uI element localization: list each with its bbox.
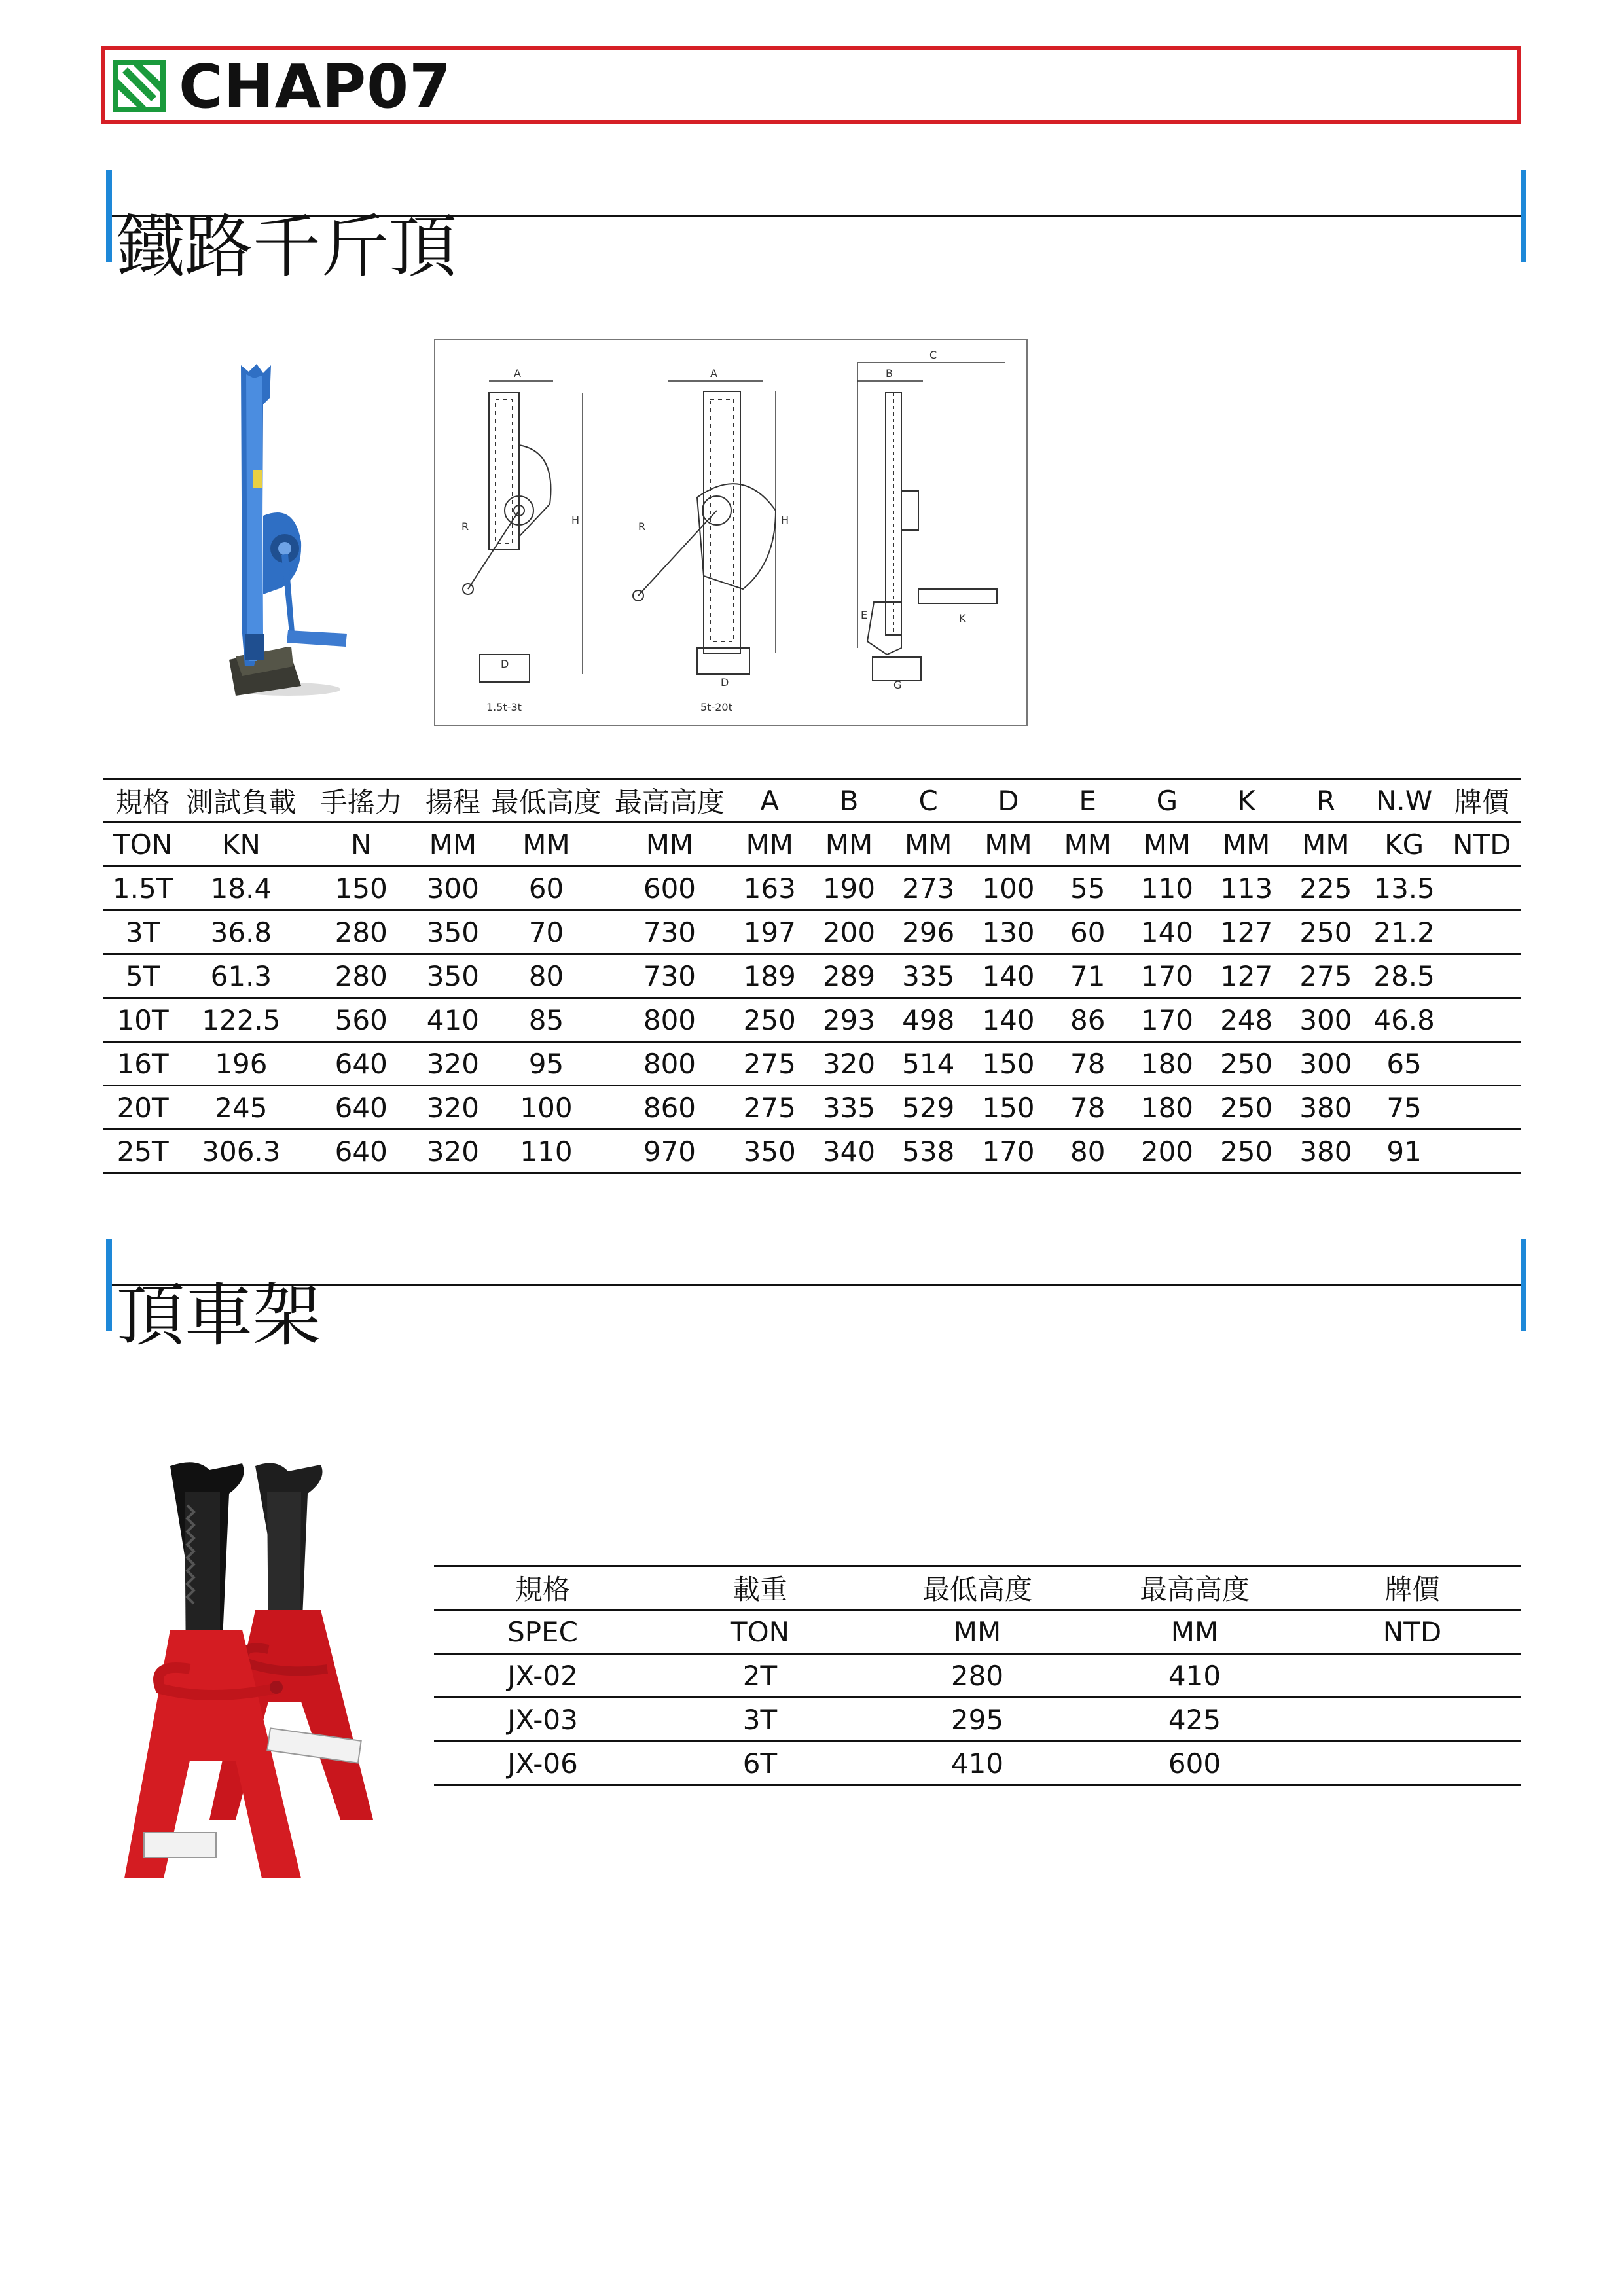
table-cell: 10T <box>103 998 183 1042</box>
table-cell: 75 <box>1366 1086 1443 1130</box>
table-cell: JX-06 <box>434 1742 651 1785</box>
table-cell: 85 <box>483 998 610 1042</box>
table-cell: 65 <box>1366 1042 1443 1086</box>
table-cell: 600 <box>609 867 729 910</box>
table-cell: 170 <box>968 1130 1048 1174</box>
table-cell: 300 <box>423 867 483 910</box>
table-cell: 180 <box>1127 1086 1207 1130</box>
header-cell: D <box>968 779 1048 823</box>
table-cell: 410 <box>869 1742 1086 1785</box>
unit-cell: NTD <box>1443 823 1521 867</box>
table-cell: 293 <box>810 998 888 1042</box>
header-cell: R <box>1286 779 1365 823</box>
section-divider <box>112 1284 1521 1286</box>
header-cell: 牌價 <box>1443 779 1521 823</box>
table-cell: 275 <box>730 1042 810 1086</box>
table-units-row <box>103 823 1521 867</box>
header-cell: E <box>1049 779 1127 823</box>
table-cell: 514 <box>888 1042 968 1086</box>
table-cell: 110 <box>483 1130 610 1174</box>
table-cell: 800 <box>609 1042 729 1086</box>
unit-cell: MM <box>483 823 610 867</box>
dimension-drawing-svg <box>435 340 1026 725</box>
table-cell: 250 <box>1207 1130 1286 1174</box>
table-cell: 273 <box>888 867 968 910</box>
table-cell: 280 <box>869 1654 1086 1698</box>
table-cell: 350 <box>423 910 483 954</box>
unit-cell: MM <box>888 823 968 867</box>
dim-label-c: C <box>929 349 937 361</box>
table-cell: 200 <box>810 910 888 954</box>
table-cell: 100 <box>483 1086 610 1130</box>
unit-cell: MM <box>730 823 810 867</box>
table-row <box>103 1042 1521 1086</box>
table-cell: 800 <box>609 998 729 1042</box>
table-cell: 70 <box>483 910 610 954</box>
table-cell: 380 <box>1286 1086 1365 1130</box>
unit-cell: KN <box>183 823 299 867</box>
dim-label-e: E <box>861 609 868 621</box>
table-cell: 350 <box>730 1130 810 1174</box>
dim-label-r1: R <box>461 520 469 533</box>
table-cell: 320 <box>423 1130 483 1174</box>
dim-label-b: B <box>886 367 893 380</box>
table-cell: 250 <box>730 998 810 1042</box>
table-row <box>103 998 1521 1042</box>
table-cell: 190 <box>810 867 888 910</box>
table-cell: 3T <box>103 910 183 954</box>
unit-cell: MM <box>609 823 729 867</box>
header-cell: A <box>730 779 810 823</box>
dim-label-k: K <box>959 612 966 624</box>
table-cell: JX-02 <box>434 1654 651 1698</box>
unit-cell: MM <box>810 823 888 867</box>
table-cell: 80 <box>483 954 610 998</box>
unit-cell: MM <box>1127 823 1207 867</box>
table-cell <box>1303 1742 1521 1785</box>
table-cell: 140 <box>1127 910 1207 954</box>
table-cell: 180 <box>1127 1042 1207 1086</box>
table-cell <box>1443 910 1521 954</box>
section-title-rail-jack: 鐵路千斤頂 <box>117 207 458 287</box>
table-cell: 2T <box>651 1654 869 1698</box>
table-cell: 600 <box>1086 1742 1303 1785</box>
section-title-jack-stand: 頂車架 <box>117 1276 321 1355</box>
unit-cell: SPEC <box>434 1610 651 1654</box>
table-cell: 78 <box>1049 1086 1127 1130</box>
table-row <box>434 1742 1521 1785</box>
table-row <box>103 1130 1521 1174</box>
table-cell: 91 <box>1366 1130 1443 1174</box>
brand-logo-icon <box>113 60 166 112</box>
table-cell: 250 <box>1207 1042 1286 1086</box>
table-cell: 498 <box>888 998 968 1042</box>
table-cell: 730 <box>609 910 729 954</box>
table-units-row <box>434 1610 1521 1654</box>
unit-cell: N <box>300 823 423 867</box>
table-cell: 200 <box>1127 1130 1207 1174</box>
table-row <box>103 1086 1521 1130</box>
table-cell: 60 <box>483 867 610 910</box>
table-cell: 340 <box>810 1130 888 1174</box>
section-left-marker <box>106 170 112 262</box>
table-cell: 113 <box>1207 867 1286 910</box>
header-cell: B <box>810 779 888 823</box>
table-cell: 538 <box>888 1130 968 1174</box>
table-cell: 46.8 <box>1366 998 1443 1042</box>
table-cell <box>1443 867 1521 910</box>
header-cell: 規格 <box>434 1566 651 1610</box>
table-cell: 25T <box>103 1130 183 1174</box>
table-cell: 6T <box>651 1742 869 1785</box>
header-cell: N.W <box>1366 779 1443 823</box>
table-cell: 163 <box>730 867 810 910</box>
table-cell: 640 <box>300 1042 423 1086</box>
table-cell: 860 <box>609 1086 729 1130</box>
table-cell: 16T <box>103 1042 183 1086</box>
table-cell: 60 <box>1049 910 1127 954</box>
header-cell: 牌價 <box>1303 1566 1521 1610</box>
dim-label-h2: H <box>781 514 789 526</box>
chapter-title: CHAP07 <box>179 52 452 122</box>
table-cell: 140 <box>968 954 1048 998</box>
jack-stand-spec-table <box>434 1565 1521 1786</box>
table-cell <box>1443 1042 1521 1086</box>
table-cell: 970 <box>609 1130 729 1174</box>
table-cell <box>1443 954 1521 998</box>
table-cell: 250 <box>1207 1086 1286 1130</box>
table-cell <box>1443 998 1521 1042</box>
table-cell: 275 <box>730 1086 810 1130</box>
unit-cell: MM <box>1207 823 1286 867</box>
table-cell: 425 <box>1086 1698 1303 1742</box>
table-cell: 410 <box>1086 1654 1303 1698</box>
table-cell: 295 <box>869 1698 1086 1742</box>
table-cell: 1.5T <box>103 867 183 910</box>
table-cell: 150 <box>968 1042 1048 1086</box>
rail-jack-spec-table <box>103 778 1521 1174</box>
table-cell: 410 <box>423 998 483 1042</box>
dim-label-a2: A <box>710 367 717 380</box>
table-cell: 3T <box>651 1698 869 1742</box>
table-cell: 21.2 <box>1366 910 1443 954</box>
table-cell: 280 <box>300 910 423 954</box>
header-cell: K <box>1207 779 1286 823</box>
technical-drawing <box>434 339 1028 726</box>
table-cell: 78 <box>1049 1042 1127 1086</box>
unit-cell: MM <box>869 1610 1086 1654</box>
dim-label-a1: A <box>514 367 521 380</box>
header-cell: C <box>888 779 968 823</box>
table-row <box>103 954 1521 998</box>
header-cell: 規格 <box>103 779 183 823</box>
table-cell: 170 <box>1127 998 1207 1042</box>
table-cell: 130 <box>968 910 1048 954</box>
table-cell: 20T <box>103 1086 183 1130</box>
table-cell: 80 <box>1049 1130 1127 1174</box>
rail-jack-rows <box>103 867 1521 1174</box>
header-cell: 最低高度 <box>483 779 610 823</box>
header-cell: 載重 <box>651 1566 869 1610</box>
table-cell: 150 <box>300 867 423 910</box>
table-cell: 100 <box>968 867 1048 910</box>
table-cell: 28.5 <box>1366 954 1443 998</box>
table-cell: 275 <box>1286 954 1365 998</box>
table-header-row <box>434 1566 1521 1610</box>
dim-label-h1: H <box>571 514 580 526</box>
header-cell: 揚程 <box>423 779 483 823</box>
table-cell: 170 <box>1127 954 1207 998</box>
table-cell: 150 <box>968 1086 1048 1130</box>
dim-label-g: G <box>893 679 902 691</box>
rail-jack-photo <box>216 359 360 699</box>
table-cell: 18.4 <box>183 867 299 910</box>
table-cell: 13.5 <box>1366 867 1443 910</box>
dim-label-d2: D <box>721 676 729 689</box>
section-right-marker <box>1521 1239 1526 1331</box>
table-cell: 225 <box>1286 867 1365 910</box>
table-cell: 560 <box>300 998 423 1042</box>
table-cell: 380 <box>1286 1130 1365 1174</box>
header-cell: G <box>1127 779 1207 823</box>
table-cell: 289 <box>810 954 888 998</box>
table-cell: 55 <box>1049 867 1127 910</box>
table-cell: 71 <box>1049 954 1127 998</box>
table-row <box>103 910 1521 954</box>
table-row <box>103 867 1521 910</box>
table-cell: 127 <box>1207 910 1286 954</box>
table-cell: 640 <box>300 1086 423 1130</box>
table-cell: 86 <box>1049 998 1127 1042</box>
table-cell: 197 <box>730 910 810 954</box>
table-cell: 122.5 <box>183 998 299 1042</box>
table-cell: 127 <box>1207 954 1286 998</box>
jack-stand-photo <box>105 1453 380 1885</box>
table-row <box>434 1654 1521 1698</box>
table-cell: 245 <box>183 1086 299 1130</box>
header-cell: 手搖力 <box>300 779 423 823</box>
drawing-label-large: 5t-20t <box>700 701 732 713</box>
table-cell: 95 <box>483 1042 610 1086</box>
table-cell <box>1303 1698 1521 1742</box>
table-cell: 280 <box>300 954 423 998</box>
table-cell: 110 <box>1127 867 1207 910</box>
header-cell: 測試負載 <box>183 779 299 823</box>
table-cell: 335 <box>810 1086 888 1130</box>
table-cell: 730 <box>609 954 729 998</box>
table-cell: 350 <box>423 954 483 998</box>
header-cell: 最高高度 <box>609 779 729 823</box>
table-cell: 140 <box>968 998 1048 1042</box>
header-cell: 最低高度 <box>869 1566 1086 1610</box>
table-cell: 248 <box>1207 998 1286 1042</box>
table-header-row <box>103 779 1521 823</box>
unit-cell: TON <box>651 1610 869 1654</box>
unit-cell: MM <box>968 823 1048 867</box>
table-cell <box>1443 1086 1521 1130</box>
table-cell: 300 <box>1286 1042 1365 1086</box>
unit-cell: MM <box>1049 823 1127 867</box>
table-row <box>434 1698 1521 1742</box>
chapter-header <box>101 46 1521 124</box>
dim-label-r2: R <box>638 520 646 533</box>
table-cell: 320 <box>423 1042 483 1086</box>
table-cell: 296 <box>888 910 968 954</box>
table-cell <box>1303 1654 1521 1698</box>
unit-cell: MM <box>1086 1610 1303 1654</box>
table-cell: 529 <box>888 1086 968 1130</box>
table-cell: 640 <box>300 1130 423 1174</box>
table-cell: 5T <box>103 954 183 998</box>
table-cell <box>1443 1130 1521 1174</box>
section-right-marker <box>1521 170 1526 262</box>
table-cell: 196 <box>183 1042 299 1086</box>
table-cell: 306.3 <box>183 1130 299 1174</box>
table-cell: 335 <box>888 954 968 998</box>
table-cell: 250 <box>1286 910 1365 954</box>
table-cell: 36.8 <box>183 910 299 954</box>
unit-cell: NTD <box>1303 1610 1521 1654</box>
unit-cell: KG <box>1366 823 1443 867</box>
unit-cell: MM <box>423 823 483 867</box>
drawing-label-small: 1.5t-3t <box>486 701 522 713</box>
table-cell: JX-03 <box>434 1698 651 1742</box>
table-cell: 320 <box>810 1042 888 1086</box>
table-cell: 320 <box>423 1086 483 1130</box>
unit-cell: TON <box>103 823 183 867</box>
table-cell: 300 <box>1286 998 1365 1042</box>
dim-label-d1: D <box>501 658 509 670</box>
header-cell: 最高高度 <box>1086 1566 1303 1610</box>
unit-cell: MM <box>1286 823 1365 867</box>
section-left-marker <box>106 1239 112 1331</box>
table-cell: 61.3 <box>183 954 299 998</box>
table-cell: 189 <box>730 954 810 998</box>
